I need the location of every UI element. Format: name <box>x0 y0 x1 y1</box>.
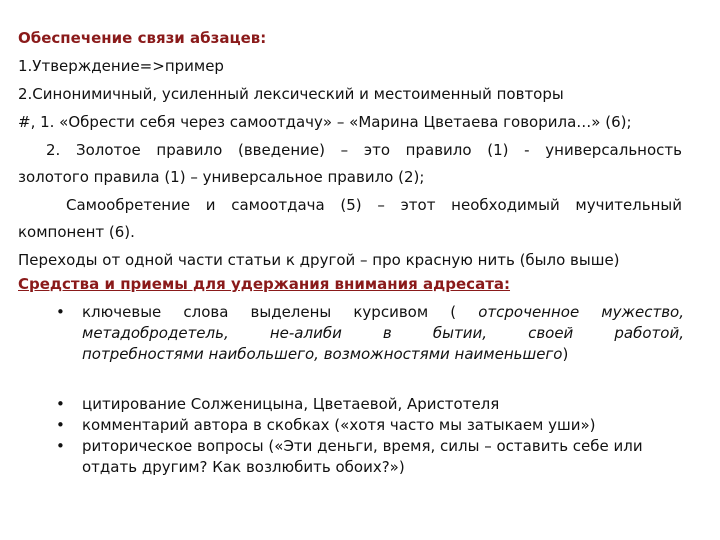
list-item-text: риторическое вопросы («Эти деньги, время, силы – оставить себе или <box>82 437 643 455</box>
text-line: #, 1. «Обрести себя через самоотдачу» – «Марина Цветаева говорила…» (6); <box>18 113 632 131</box>
list-item <box>18 436 684 480</box>
text-line: Самообретение и самоотдача (5) – этот необходимый мучительный <box>66 196 682 214</box>
list-item-text: комментарий автора в скобках («хотя часто мы затыкаем уши») <box>82 416 596 434</box>
bullet-icon: • <box>56 303 65 321</box>
italic-keywords: потребностями наибольшего, возможностями наименьшего <box>82 345 563 363</box>
list-item-text: цитирование Солженицына, Цветаевой, Аристотеля <box>82 395 500 413</box>
italic-keywords: метадобродетель, не-алиби в бытии, своей работой, <box>82 324 684 342</box>
list-item-text: отдать другим? Как возлюбить обоих?») <box>82 458 405 476</box>
italic-keywords: отсроченное мужество, <box>478 303 684 321</box>
list-item <box>18 302 684 394</box>
bullet-icon: • <box>56 416 65 434</box>
text-line: золотого правила (1) – универсальное правило (2); <box>18 168 425 186</box>
text-line: 2. Золотое правило (введение) – это правило (1) - универсальность <box>46 141 682 159</box>
text-line: Переходы от одной части статьи к другой – про красную нить (было выше) <box>18 251 620 269</box>
bullet-icon: • <box>56 395 65 413</box>
text-line: 2.Синонимичный, усиленный лексический и местоименный повторы <box>18 85 564 103</box>
text-line: компонент (6). <box>18 223 135 241</box>
list-item <box>18 415 684 436</box>
text-line: 1.Утверждение=>пример <box>18 57 224 75</box>
list-item-text: ключевые слова выделены курсивом ( <box>82 303 457 321</box>
section-heading-attention-means: Средства и приемы для удержания внимания адресата: <box>18 275 511 293</box>
attention-means-list <box>18 302 684 480</box>
list-item-text: ) <box>562 345 569 363</box>
list-item <box>18 394 684 415</box>
section-heading-paragraph-links: Обеспечение связи абзацев: <box>18 29 267 47</box>
bullet-icon: • <box>56 437 65 455</box>
